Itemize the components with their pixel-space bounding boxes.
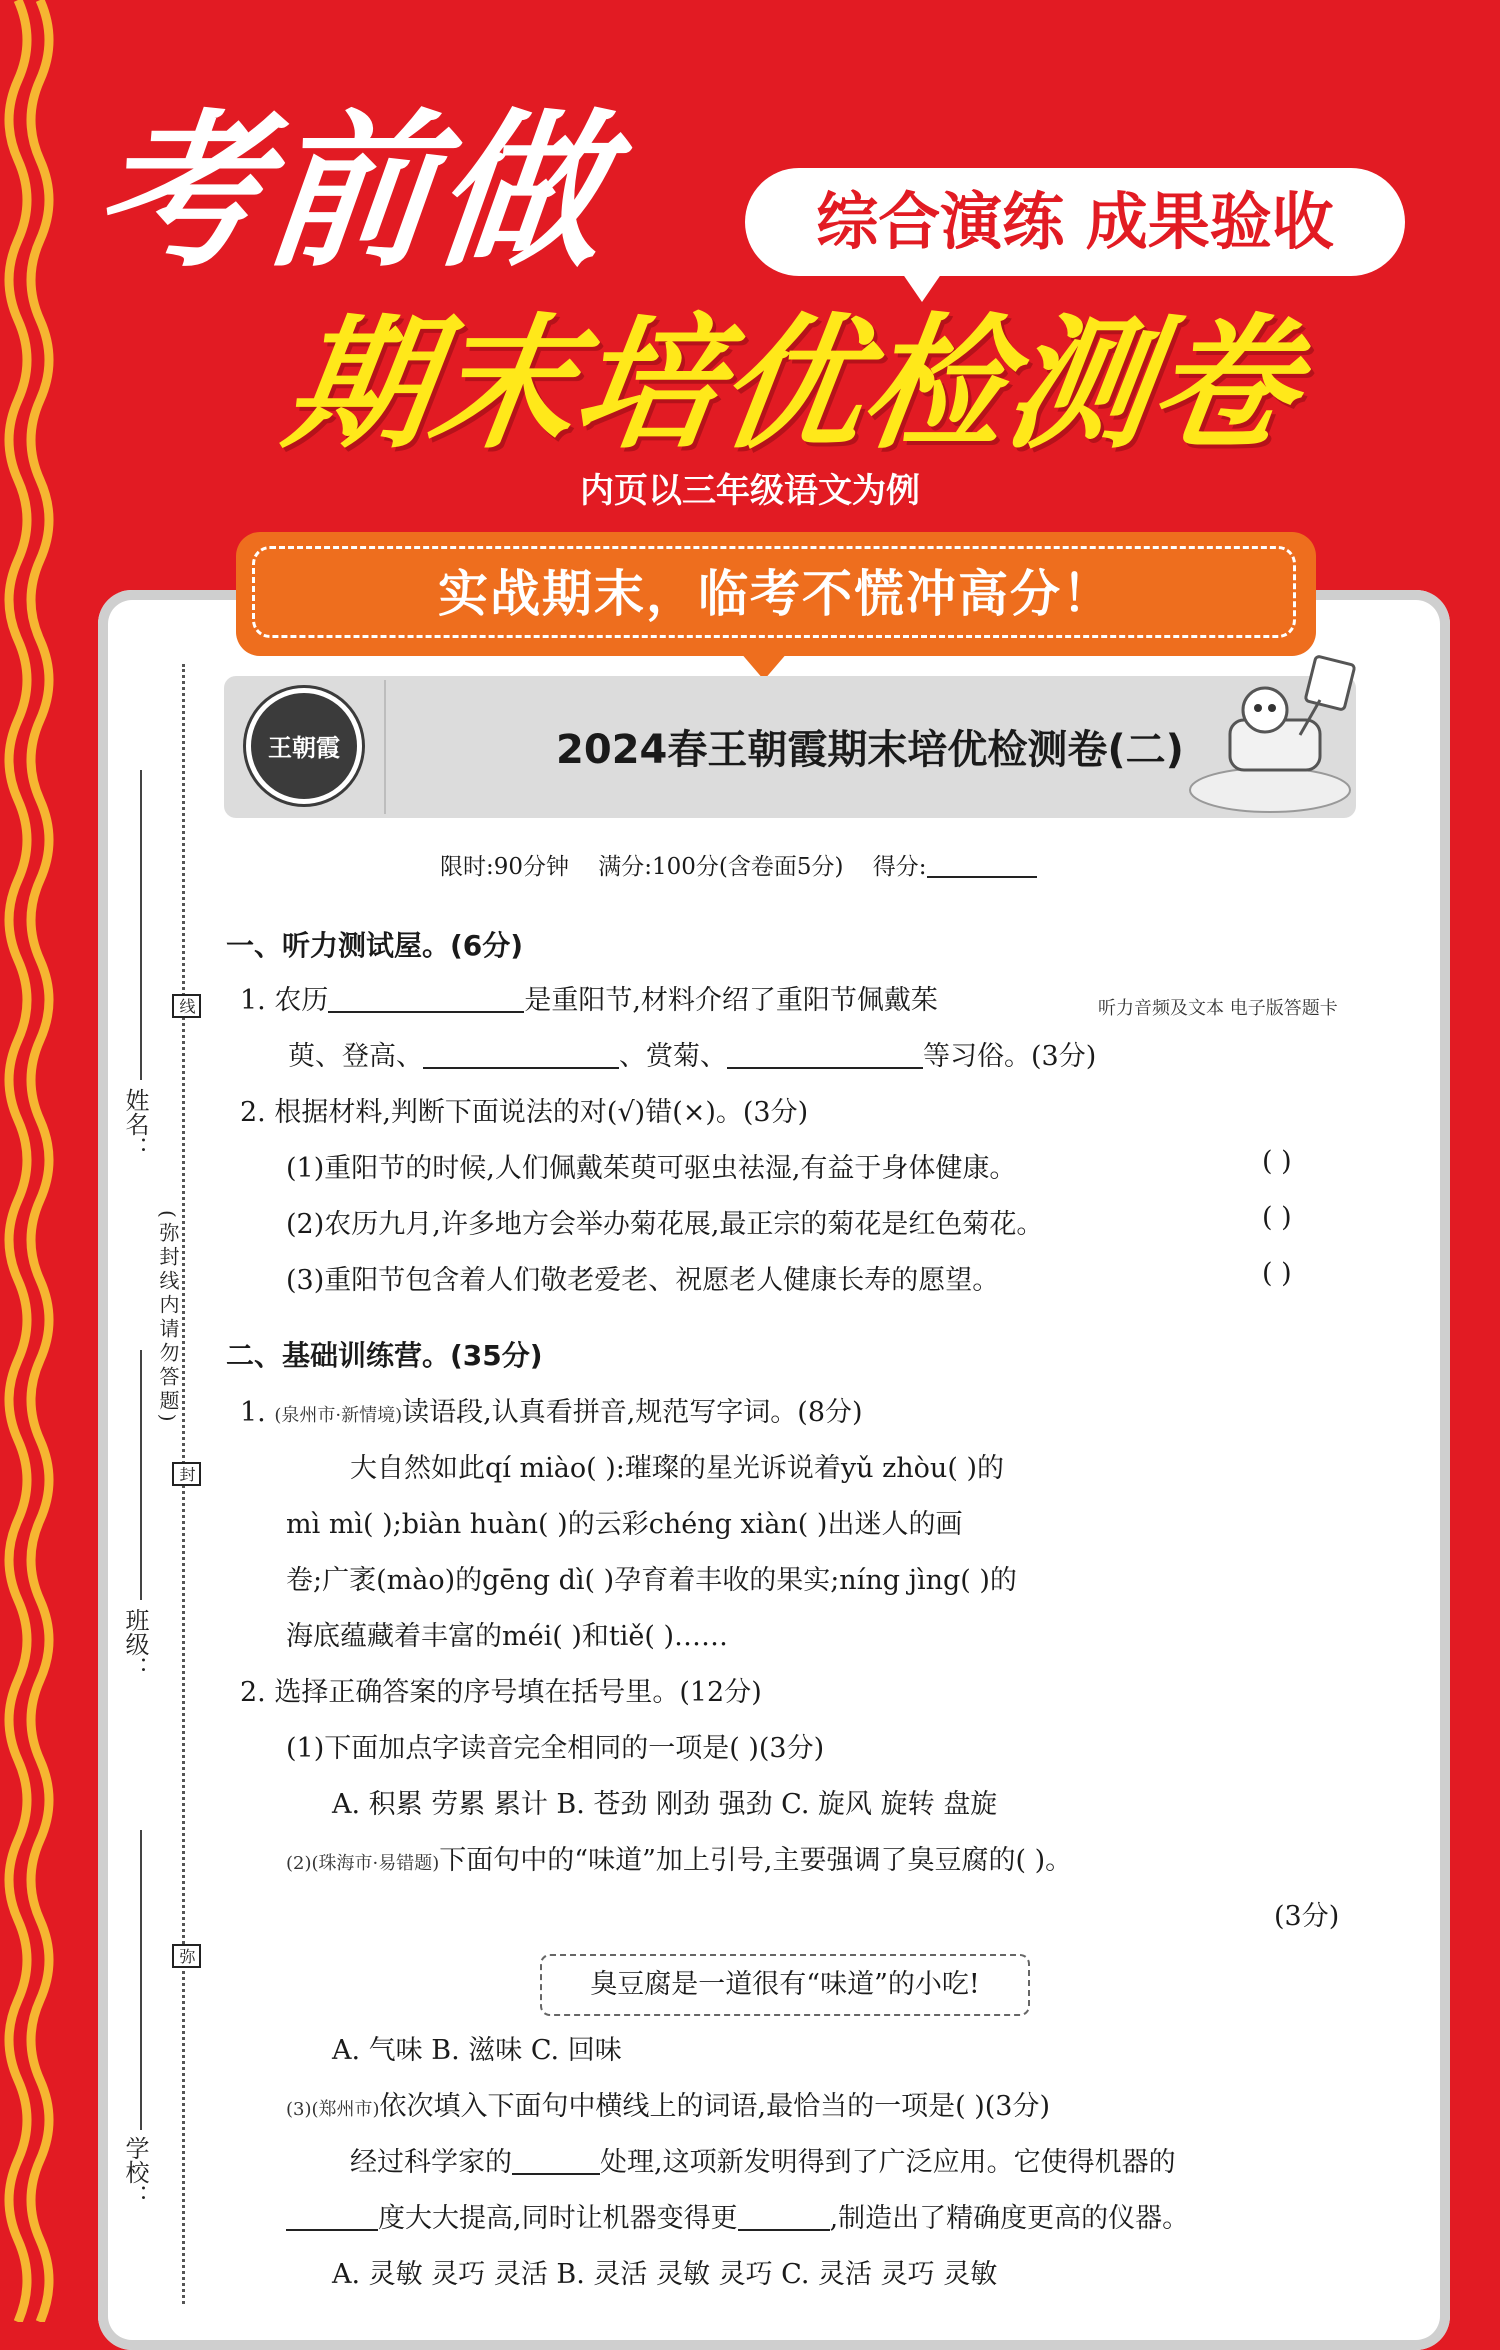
s2-q1 (240, 1390, 863, 1429)
passage-line1: 大自然如此qí miào( ):璀璨的星光诉说着yǔ zhòu( )的 (350, 1453, 1004, 1484)
s1-q1-d: 、赏菊、 (619, 1041, 727, 1072)
seal-mark-seal: 封 (172, 1462, 201, 1486)
class-label: 班级： (121, 1608, 149, 1680)
exam-meta (440, 848, 1037, 881)
name-label: 姓名： (121, 1088, 149, 1160)
hero-note: 内页以三年级语文为例 (580, 471, 920, 511)
s1-q1-text: 是重阳节,材料介绍了重阳节佩戴茱 (524, 985, 938, 1016)
name-field-line (140, 770, 142, 1080)
mascot-illustration-icon (1170, 640, 1360, 820)
passage-line4: 海底蕴藏着丰富的méi( )和tiě( )…… (286, 1621, 728, 1652)
s1-q2-paren1: ( ) (1262, 1146, 1292, 1177)
s2-q2-3-l1b: 处理,这项新发明得到了广泛应用。它使得机器的 (600, 2147, 1176, 2178)
s2-q1-num: 1. (240, 1397, 266, 1428)
class-field-line (140, 1350, 142, 1600)
s1-q1-prefix: 1. 农历 (240, 985, 329, 1016)
score-label: 得分: (872, 854, 927, 880)
answer-blank (727, 1041, 923, 1069)
s2-q2-3-text: 依次填入下面句中横线上的词语,最恰当的一项是( )(3分) (379, 2091, 1051, 2122)
s2-q2-2-score: (3分) (1274, 1901, 1340, 1932)
section2-heading: 二、基础训练营。(35分) (226, 1339, 543, 1372)
s2-q1-tag: (泉州市·新情境) (274, 1405, 403, 1426)
answer-blank (286, 2203, 378, 2231)
s1-q2-paren2: ( ) (1262, 1202, 1292, 1233)
speech-bubble-text: 综合演练 成果验收 (816, 185, 1334, 258)
school-field-line (140, 1830, 142, 2130)
s1-q1-line1 (240, 978, 938, 1017)
s2-q2-3-options: A. 灵敏 灵巧 灵活 B. 灵活 灵敏 灵巧 C. 灵活 灵巧 灵敏 (332, 2259, 998, 2290)
passage-line2: mì mì( );biàn huàn( )的云彩chéng xiàn( )出迷人的画 (286, 1509, 963, 1540)
banner-divider (384, 680, 386, 814)
s2-q2-3 (286, 2084, 1050, 2123)
answer-blank (512, 2147, 600, 2175)
s2-q2-3-l1a: 经过科学家的 (350, 2147, 512, 2178)
s1-q1-c: 萸、登高、 (288, 1041, 423, 1072)
seal-mark-close: 弥 (172, 1944, 201, 1968)
s2-q2-3-line1 (350, 2140, 1176, 2179)
section1-heading: 一、听力测试屋。(6分) (226, 929, 524, 962)
hero-title-line1: 考前做 (85, 94, 617, 290)
s2-q2-1: (1)下面加点字读音完全相同的一项是( )(3分) (286, 1733, 825, 1764)
seal-notice: (弥封线内请勿答题) (156, 1210, 180, 1426)
answer-blank (423, 1041, 619, 1069)
answer-blank (738, 2203, 830, 2231)
s2-q2-1-options: A. 积累 劳累 累计 B. 苍劲 刚劲 强劲 C. 旋风 旋转 盘旋 (332, 1789, 998, 1820)
s1-q1-line2 (288, 1034, 1096, 1073)
s2-q2-3-tag: (3)(郑州市) (286, 2099, 380, 2120)
exam-title: 2024春王朝霞期末培优检测卷(二) (556, 727, 1184, 773)
s2-q2-2-tag: (2)(珠海市·易错题) (286, 1853, 440, 1874)
score-blank (927, 850, 1037, 878)
decorative-wavy-stripe (0, 0, 72, 2322)
s2-q2-3-l2b: 度大大提高,同时让机器变得更 (378, 2203, 738, 2234)
s2-q2-3-l2c: ,制造出了精确度更高的仪器。 (829, 2203, 1190, 2234)
s1-q2-paren3: ( ) (1262, 1258, 1292, 1289)
s2-q2: 2. 选择正确答案的序号填在括号里。(12分) (240, 1677, 762, 1708)
s2-q2-3-line2 (286, 2196, 1189, 2235)
s1-q2-item3: (3)重阳节包含着人们敬老爱老、祝愿老人健康长寿的愿望。 (286, 1265, 1000, 1296)
s1-q2-item1: (1)重阳节的时候,人们佩戴茱萸可驱虫祛湿,有益于身体健康。 (286, 1153, 1017, 1184)
slogan-text: 实战期末，临考不慌冲高分！ (438, 565, 1114, 623)
s2-q2-2-text: 下面句中的“味道”加上引号,主要强调了臭豆腐的( )。 (439, 1845, 1073, 1876)
school-label: 学校： (121, 2136, 149, 2208)
passage-line3: 卷;广袤(mào)的gēng dì( )孕育着丰收的果实;níng jìng( )的 (286, 1565, 1017, 1596)
s2-q2-2 (286, 1838, 1072, 1877)
s1-q1-e: 等习俗。(3分) (923, 1041, 1097, 1072)
s1-q2: 2. 根据材料,判断下面说法的对(√)错(×)。(3分) (240, 1097, 809, 1128)
s1-q2-item2: (2)农历九月,许多地方会举办菊花展,最正宗的菊花是红色菊花。 (286, 1209, 1044, 1240)
time-limit: 限时:90分钟 (440, 854, 570, 880)
seal-mark-line: 线 (172, 994, 201, 1018)
brand-logo-text: 王朝霞 (268, 733, 340, 762)
s2-q1-text: 读语段,认真看拼音,规范写字词。(8分) (402, 1397, 863, 1428)
audio-resources-note: 听力音频及文本 电子版答题卡 (1098, 998, 1338, 1019)
s2-q2-2-options: A. 气味 B. 滋味 C. 回味 (332, 2035, 622, 2066)
hero-title-line2: 期末培优检测卷 (276, 300, 1308, 468)
example-sentence-box: 臭豆腐是一道很有“味道”的小吃! (540, 1954, 1030, 2016)
full-score: 满分:100分(含卷面5分) (598, 854, 844, 880)
answer-blank (328, 985, 524, 1013)
